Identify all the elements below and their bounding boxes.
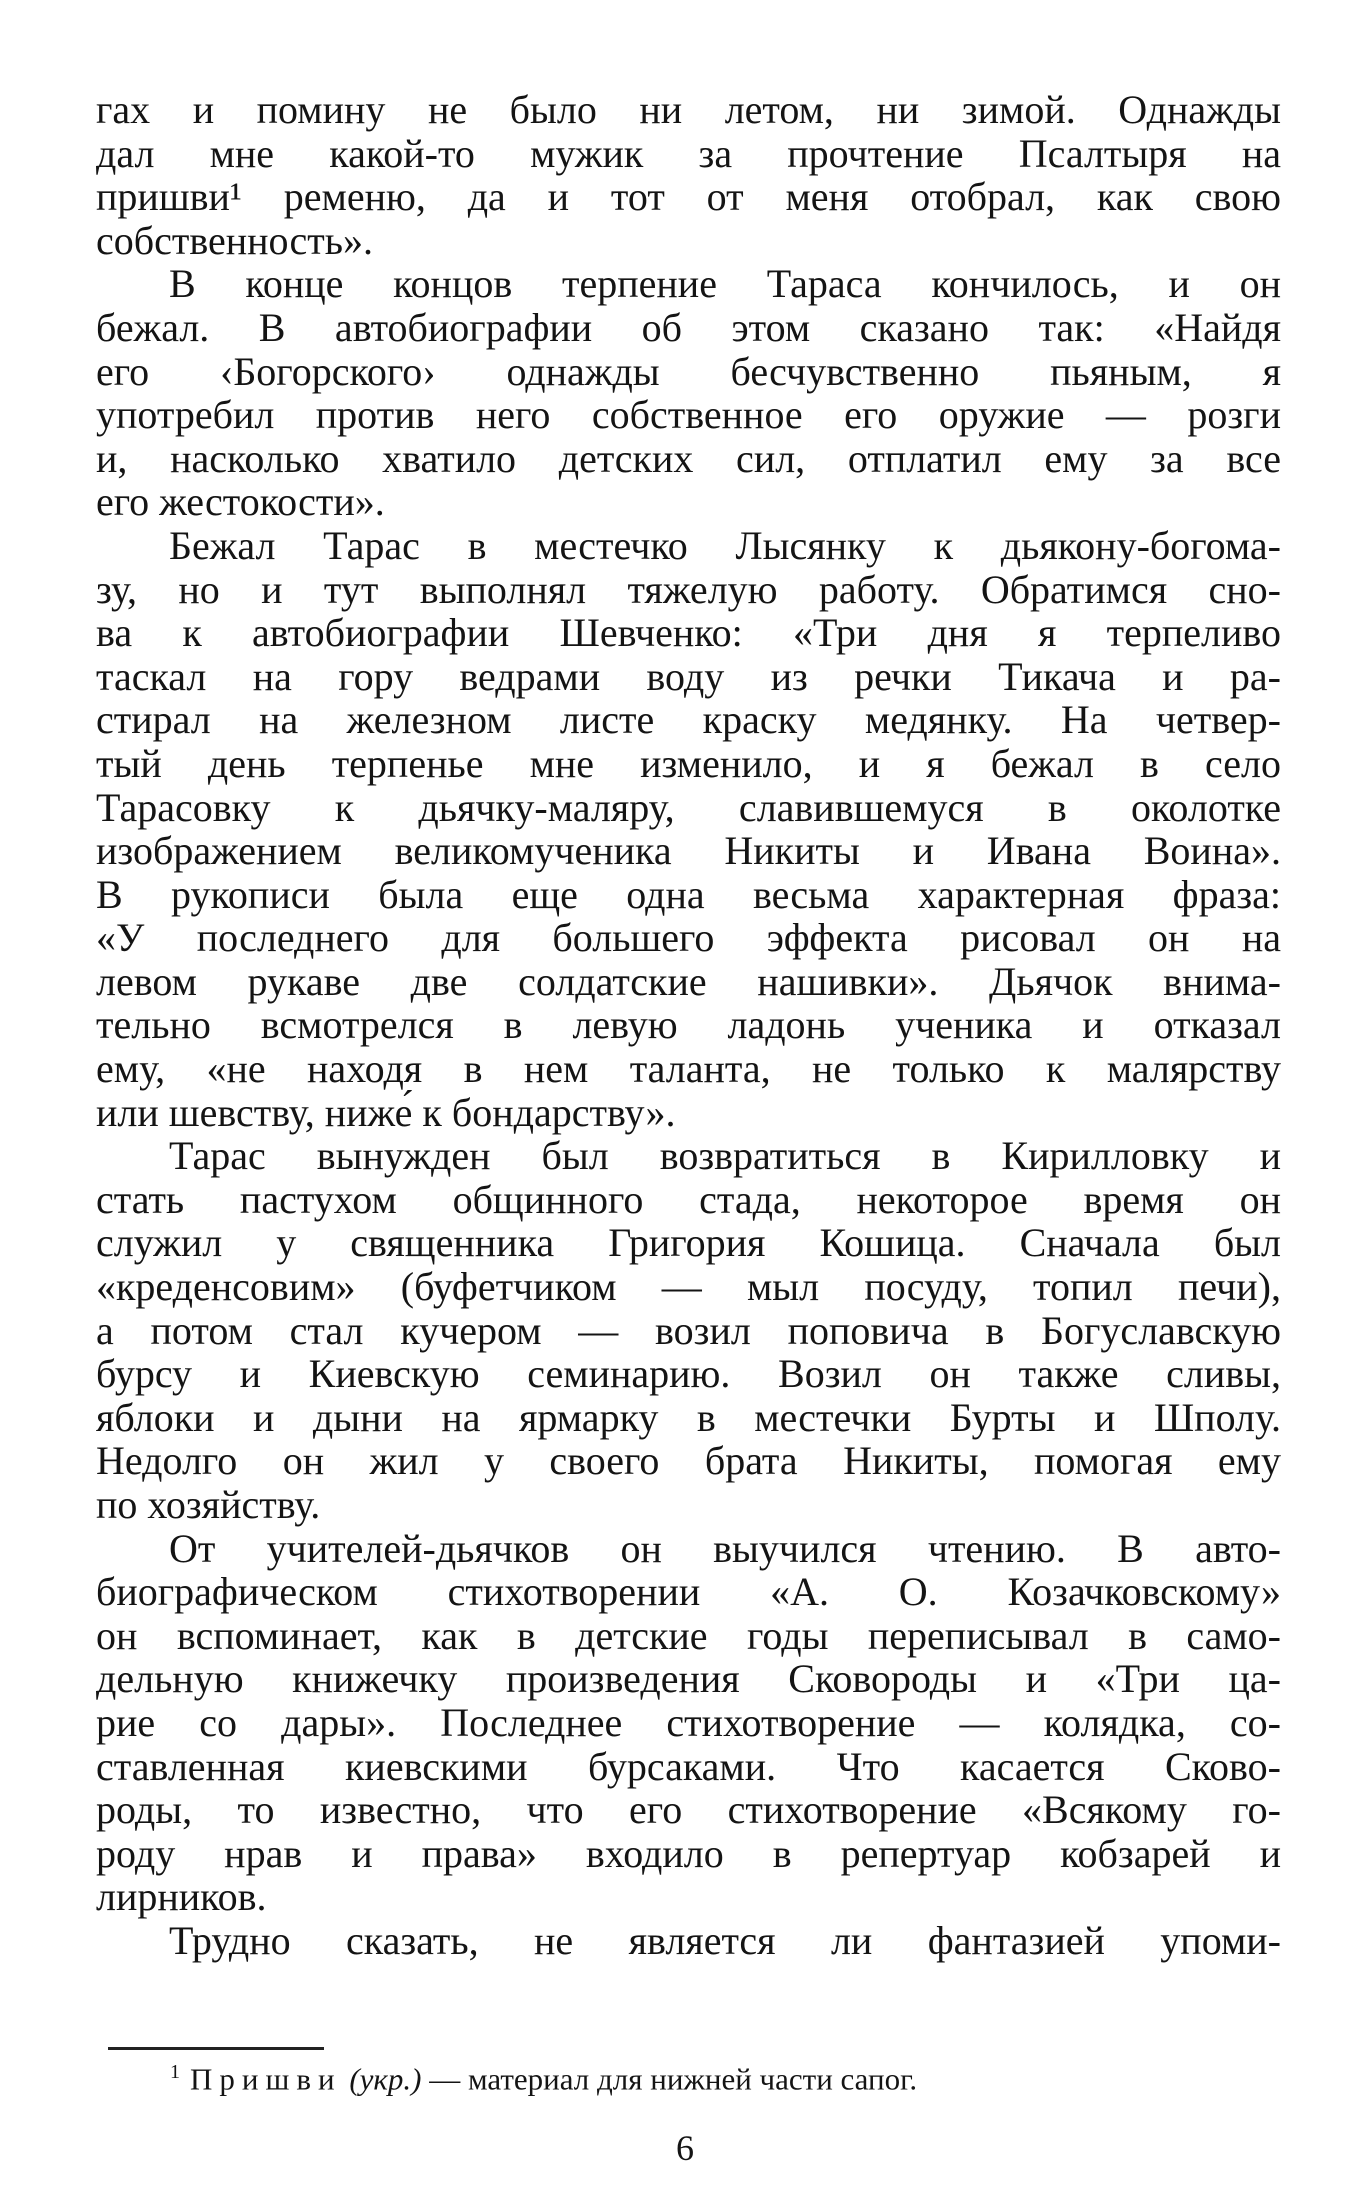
- text-line: а потом стал кучером — возил поповича в Богуславскую: [96, 1307, 1281, 1353]
- text-line: стирал на железном листе краску медянку. На четвер-: [96, 697, 1281, 743]
- text-line: дельную книжечку произведения Сковороды и «Три ца-: [96, 1656, 1281, 1702]
- footnote-language: (укр.): [349, 2061, 422, 2097]
- footnote-mark: 1: [170, 2061, 180, 2083]
- text-line: тый день терпенье мне изменило, и я бежал в село: [96, 740, 1281, 786]
- text-line: таскал на гору ведрами воду из речки Тикача и ра-: [96, 653, 1281, 699]
- text-line: биографическом стихотворении «А. О. Козачковскому»: [96, 1569, 1281, 1615]
- text-line: Недолго он жил у своего брата Никиты, помогая ему: [96, 1438, 1281, 1484]
- text-line: ва к автобиографии Шевченко: «Три дня я терпеливо: [96, 610, 1281, 656]
- text-line: рие со дары». Последнее стихотворение — колядка, со-: [96, 1699, 1281, 1745]
- text-line: ставленная киевскими бурсаками. Что касается Сково-: [96, 1743, 1281, 1789]
- text-line: Тарасовку к дьячку-маляру, славившемуся в околотке: [96, 784, 1281, 830]
- text-line: Тарас вынужден был возвратиться в Кирилловку и: [169, 1133, 1281, 1179]
- text-line: дал мне какой-то мужик за прочтение Псалтыря на: [96, 130, 1281, 176]
- text-line: роды, то известно, что его стихотворение «Всякому го-: [96, 1787, 1281, 1833]
- text-line: ему, «не находя в нем таланта, не только к малярству: [96, 1046, 1281, 1092]
- text-line: изображением великомученика Никиты и Ивана Воина».: [96, 828, 1281, 874]
- footnote-divider: [108, 2047, 324, 2050]
- text-line: «У последнего для большего эффекта рисовал он на: [96, 915, 1281, 961]
- page-body: [96, 88, 1281, 1963]
- text-line: по хозяйству.: [96, 1482, 321, 1527]
- footnote-definition: — материал для нижней части сапог.: [421, 2061, 918, 2097]
- text-line: его жестокости».: [96, 479, 385, 525]
- footnote: [170, 2052, 1240, 2099]
- page-number: 6: [676, 2128, 694, 2168]
- text-line: В рукописи была еще одна весьма характерная фраза:: [96, 871, 1281, 917]
- text-line: гах и помину не было ни летом, ни зимой. Однажды: [96, 87, 1281, 132]
- text-line: бежал. В автобиографии об этом сказано так: «Найдя: [96, 304, 1281, 350]
- text-line: левом рукаве две солдатские нашивки». Дьячок внима-: [96, 958, 1281, 1004]
- text-line: или шевству, ниже́ к бондарству».: [96, 1089, 676, 1135]
- text-line: лирников.: [96, 1874, 267, 1920]
- text-line: От учителей-дьячков он выучился чтению. В авто-: [169, 1525, 1281, 1571]
- text-line: пришви¹ ременю, да и тот от меня отобрал, как свою: [96, 174, 1281, 220]
- text-line: его ‹Богорского› однажды бесчувственно пьяным, я: [96, 348, 1281, 394]
- text-line: бурсу и Киевскую семинарию. Возил он также сливы,: [96, 1351, 1281, 1397]
- text-line: Трудно сказать, не является ли фантазией упоми-: [169, 1917, 1281, 1963]
- text-line: Бежал Тарас в местечко Лысянку к дьякону-богома-: [169, 522, 1281, 568]
- text-line: яблоки и дыни на ярмарку в местечки Бурты и Шполу.: [96, 1394, 1281, 1440]
- text-line: зу, но и тут выполнял тяжелую работу. Обратимся сно-: [96, 566, 1281, 612]
- text-line: употребил против него собственное его оружие — розги: [96, 392, 1281, 438]
- text-line: стать пастухом общинного стада, некоторое время он: [96, 1176, 1281, 1222]
- text-line: и, насколько хватило детских сил, отплатил ему за все: [96, 435, 1281, 481]
- text-line: служил у священника Григория Кошица. Сначала был: [96, 1220, 1281, 1266]
- text-line: В конце концов терпение Тараса кончилось, и он: [169, 261, 1281, 307]
- text-line: роду нрав и права» входило в репертуар кобзарей и: [96, 1830, 1281, 1876]
- text-line: тельно всмотрелся в левую ладонь ученика и отказал: [96, 1002, 1281, 1048]
- footnote-term: Пришви: [190, 2061, 342, 2097]
- text-line: «креденсовим» (буфетчиком — мыл посуду, топил печи),: [96, 1264, 1281, 1310]
- text-line: он вспоминает, как в детские годы переписывал в само-: [96, 1612, 1281, 1658]
- text-line: собственность».: [96, 217, 374, 263]
